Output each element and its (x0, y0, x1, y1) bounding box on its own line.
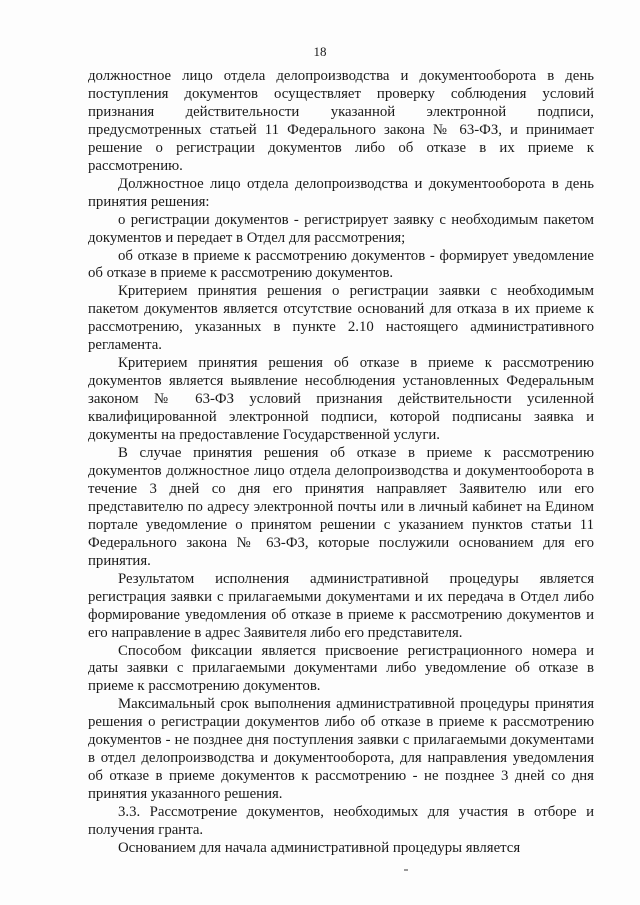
paragraph: должностное лицо отдела делопроизводства и документооборота в день поступления документов осуществляет проверку соблюдения условий признания действительности указанной электронной подписи, предусмотренных статьей 11 Федерального закона № 63-ФЗ, и принимает решение о регистрации документов либо об отказе в их приеме к рассмотрению. (88, 68, 594, 174)
paragraph: Результатом исполнения административной процедуры является регистрация заявки с прилагаемыми документами и их передача в Отдел либо формирование уведомления об отказе в приеме к рассмотрению документов и его направление в адрес Заявителя либо его представителя. (88, 570, 594, 641)
paragraph: Максимальный срок выполнения административной процедуры принятия решения о регистрации документов либо об отказе в приеме к рассмотрению документов - не позднее дня поступления заявки с прилагаемыми документами в отдел делопроизводства и документооборота, для направления уведомления об отказе в приеме документов к рассмотрению - не позднее 3 дней со дня принятия указанного решения. (88, 696, 594, 803)
paragraph: Должностное лицо отдела делопроизводства и документооборота в день принятия решения: (88, 175, 594, 210)
document-body (88, 68, 594, 858)
paragraph: о регистрации документов - регистрирует заявку с необходимым пакетом документов и передает в Отдел для рассмотрения; (88, 211, 594, 246)
paragraph: об отказе в приеме к рассмотрению документов - формирует уведомление об отказе в приеме к рассмотрению документов. (88, 247, 594, 282)
paragraph: Критерием принятия решения о регистрации заявки с необходимым пакетом документов является отсутствие оснований для отказа в их приеме к рассмотрению, указанных в пункте 2.10 настоящего административного регламента. (88, 283, 594, 354)
scan-artifact (404, 869, 408, 871)
section-heading: 3.3. Рассмотрение документов, необходимых для участия в отборе и получения гранта. (88, 804, 594, 839)
page-number: 18 (313, 44, 327, 59)
paragraph: Критерием принятия решения об отказе в приеме к рассмотрению документов является выявление несоблюдения установленных Федеральным законом № 63-ФЗ условий признания действительности усиленной квалифицированной электронной подписи, которой подписаны заявка и документы на предоставление Государственной услуги. (88, 355, 594, 444)
paragraph: Основанием для начала административной процедуры является (118, 839, 521, 856)
paragraph: В случае принятия решения об отказе в приеме к рассмотрению документов должностное лицо отдела делопроизводства и документооборота в течение 3 дней со дня его принятия направляет Заявителю или его представителю по адресу электронной почты или в личный кабинет на Едином портале уведомление о принятом решении с указанием пунктов статьи 11 Федерального закона № 63-ФЗ, которые послужили основанием для его принятия. (88, 445, 594, 569)
paragraph: Способом фиксации является присвоение регистрационного номера и даты заявки с прилагаемыми документами либо уведомление об отказе в приеме к рассмотрению документов. (88, 642, 594, 695)
